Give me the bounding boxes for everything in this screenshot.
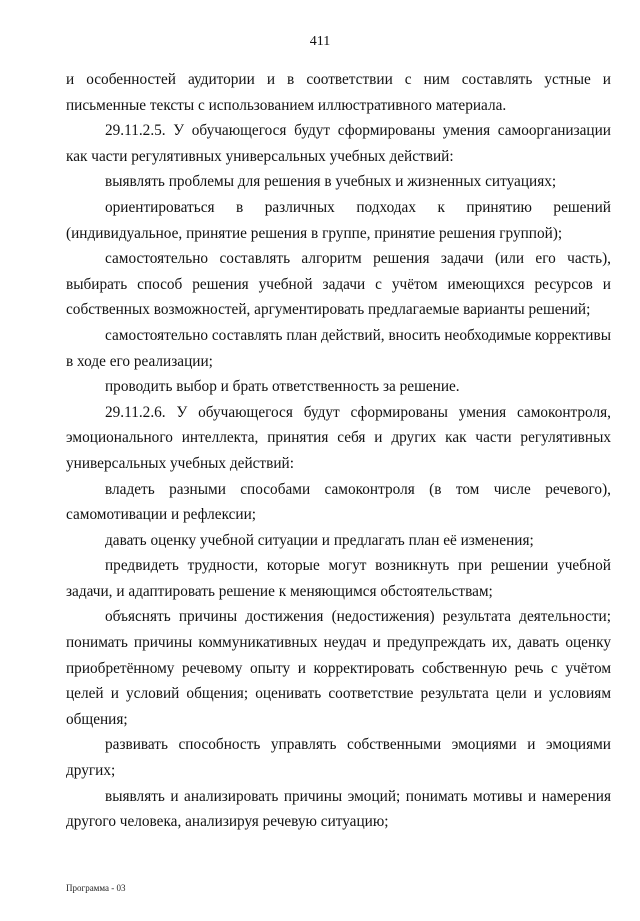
list-item-compose-algorithm: самостоятельно составлять алгоритм решения задачи (или его часть), выбирать способ решения учебной задачи с учётом имеющихся ресурсов и собственных возможностей, аргументировать предлагаемые варианты решений;	[66, 250, 611, 319]
paragraph-section-29-11-2-5: 29.11.2.5. У обучающегося будут сформированы умения самоорганизации как части регулятивных универсальных учебных действий:	[66, 122, 611, 165]
page-number: 411	[309, 34, 331, 49]
paragraph-section-29-11-2-6: 29.11.2.6. У обучающегося будут сформированы умения самоконтроля, эмоционального интеллекта, принятия себя и других как части регулятивных универсальных учебных действий:	[66, 403, 611, 472]
list-item-identify-problems: выявлять проблемы для решения в учебных и жизненных ситуациях;	[105, 173, 557, 191]
list-item-anticipate-difficulties: предвидеть трудности, которые могут возникнуть при решении учебной задачи, и адаптировать решение к меняющимся обстоятельствам;	[66, 557, 611, 600]
list-item-make-choice: проводить выбор и брать ответственность за решение.	[105, 378, 460, 396]
list-item-explain-causes: объяснять причины достижения (недостижения) результата деятельности; понимать причины коммуникативных неудач и предупреждать их, давать оценку приобретённому речевому опыту и корректировать собственную речь с учётом целей и условий общения; оценивать соответствие результата цели и условиям общения;	[66, 608, 611, 728]
list-item-compose-plan: самостоятельно составлять план действий, вносить необходимые коррективы в ходе его реализации;	[66, 326, 611, 370]
list-item-self-control-methods: владеть разными способами самоконтроля (в том числе речевого), самомотивации и рефлексии;	[66, 480, 611, 524]
list-item-manage-emotions: развивать способность управлять собственными эмоциями и эмоциями других;	[66, 736, 611, 780]
document-body	[66, 67, 611, 835]
list-item-evaluate-situation: давать оценку учебной ситуации и предлагать план её изменения;	[105, 531, 534, 549]
list-item-analyze-emotions: выявлять и анализировать причины эмоций; понимать мотивы и намерения другого человека, анализируя речевую ситуацию;	[66, 787, 611, 831]
footer-label: Программа - 03	[66, 883, 126, 893]
paragraph-continuation: и особенностей аудитории и в соответствии с ним составлять устные и письменные тексты с использованием иллюстративного материала.	[66, 71, 611, 114]
list-item-orient-approaches: ориентироваться в различных подходах к принятию решений (индивидуальное, принятие решения в группе, принятие решения группой);	[66, 198, 611, 242]
